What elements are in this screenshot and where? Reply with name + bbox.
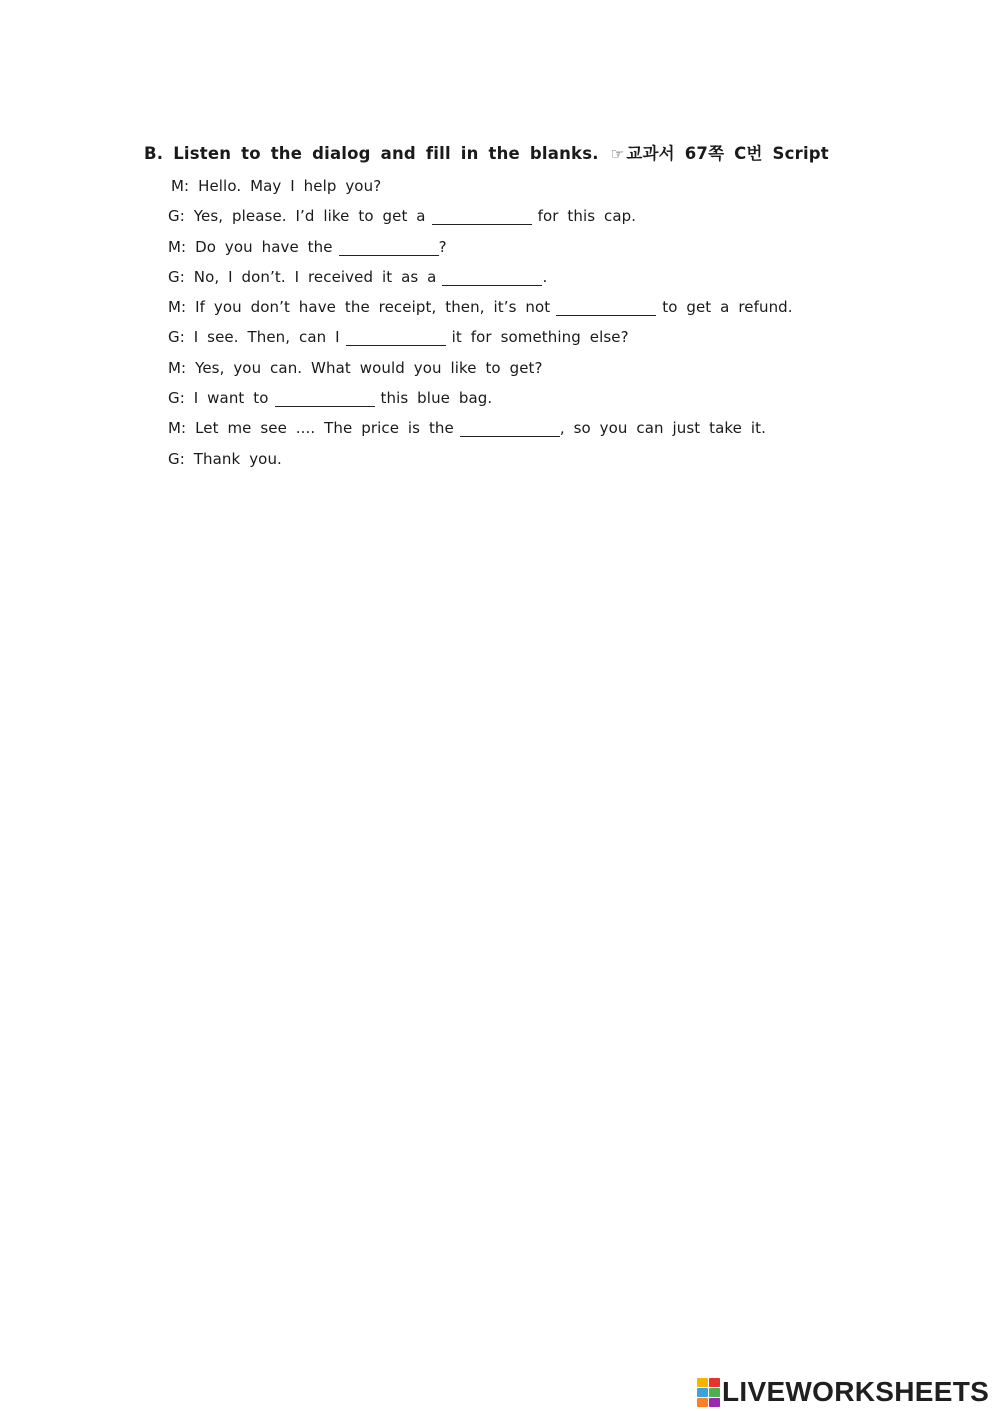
speaker-label: G: <box>168 449 185 468</box>
dialog-line <box>168 414 848 444</box>
logo-badge-tile <box>697 1398 708 1407</box>
answer-blank-6[interactable] <box>275 390 375 407</box>
dialog-text: I see. Then, can I <box>193 328 340 347</box>
dialog-text: Let me see .... The price is the <box>195 419 454 438</box>
speaker-label: M: <box>168 298 187 317</box>
answer-blank-3[interactable] <box>442 269 542 286</box>
dialog-text: Thank you. <box>193 449 282 468</box>
dialog-line <box>168 354 848 384</box>
heading-text: B. Listen to the dialog and fill in the blanks. <box>144 144 599 163</box>
dialog-text: No, I don’t. I received it as a <box>193 267 437 286</box>
dialog-line <box>168 445 848 475</box>
dialog-line <box>168 384 848 414</box>
logo-badge-tile <box>709 1378 720 1387</box>
dialog-text: . <box>542 267 548 286</box>
dialog-text: it for something else? <box>451 328 629 347</box>
speaker-label: G: <box>168 389 185 408</box>
logo-badge-tile <box>697 1378 708 1387</box>
liveworksheets-logo-icon <box>697 1378 719 1406</box>
logo-badge-tile <box>709 1398 720 1407</box>
exercise-heading <box>144 140 829 164</box>
dialog-line <box>168 202 848 232</box>
dialog-text: , so you can just take it. <box>559 419 766 438</box>
textbook-reference: 교과서 67쪽 C번 Script <box>626 144 829 163</box>
dialog-text: Yes, you can. What would you like to get? <box>195 358 543 377</box>
dialog-text: to get a refund. <box>662 298 793 317</box>
speaker-label: M: <box>171 177 190 195</box>
dialog-text: for this cap. <box>537 207 637 226</box>
logo-badge-tile <box>697 1388 708 1397</box>
dialog-line <box>168 172 848 202</box>
pointing-hand-icon: ☞ <box>610 145 625 163</box>
logo-badge-tile <box>709 1388 720 1397</box>
dialog-text: I want to <box>193 389 269 408</box>
dialog-line <box>168 293 848 323</box>
dialog-text: If you don’t have the receipt, then, it’s not <box>195 298 551 317</box>
dialog-text: ? <box>438 237 447 256</box>
answer-blank-4[interactable] <box>556 299 656 316</box>
dialog-line <box>168 233 848 263</box>
speaker-label: M: <box>168 358 187 377</box>
dialog-text: Yes, please. I’d like to get a <box>193 207 426 226</box>
speaker-label: M: <box>168 237 187 256</box>
liveworksheets-logo <box>697 1375 989 1409</box>
dialog-line <box>168 323 848 353</box>
dialog-text: Hello. May I help you? <box>198 177 382 195</box>
dialog-text: Do you have the <box>195 237 333 256</box>
dialog-line <box>168 263 848 293</box>
speaker-label: G: <box>168 328 185 347</box>
dialog-text: this blue bag. <box>380 389 493 408</box>
logo-text: LIVEWORKSHEETS <box>722 1376 990 1407</box>
answer-blank-7[interactable] <box>460 420 560 437</box>
answer-blank-2[interactable] <box>339 239 439 256</box>
speaker-label: G: <box>168 207 185 226</box>
answer-blank-1[interactable] <box>432 208 532 225</box>
speaker-label: M: <box>168 419 187 438</box>
answer-blank-5[interactable] <box>346 329 446 346</box>
dialog-script <box>168 172 848 475</box>
speaker-label: G: <box>168 267 185 286</box>
